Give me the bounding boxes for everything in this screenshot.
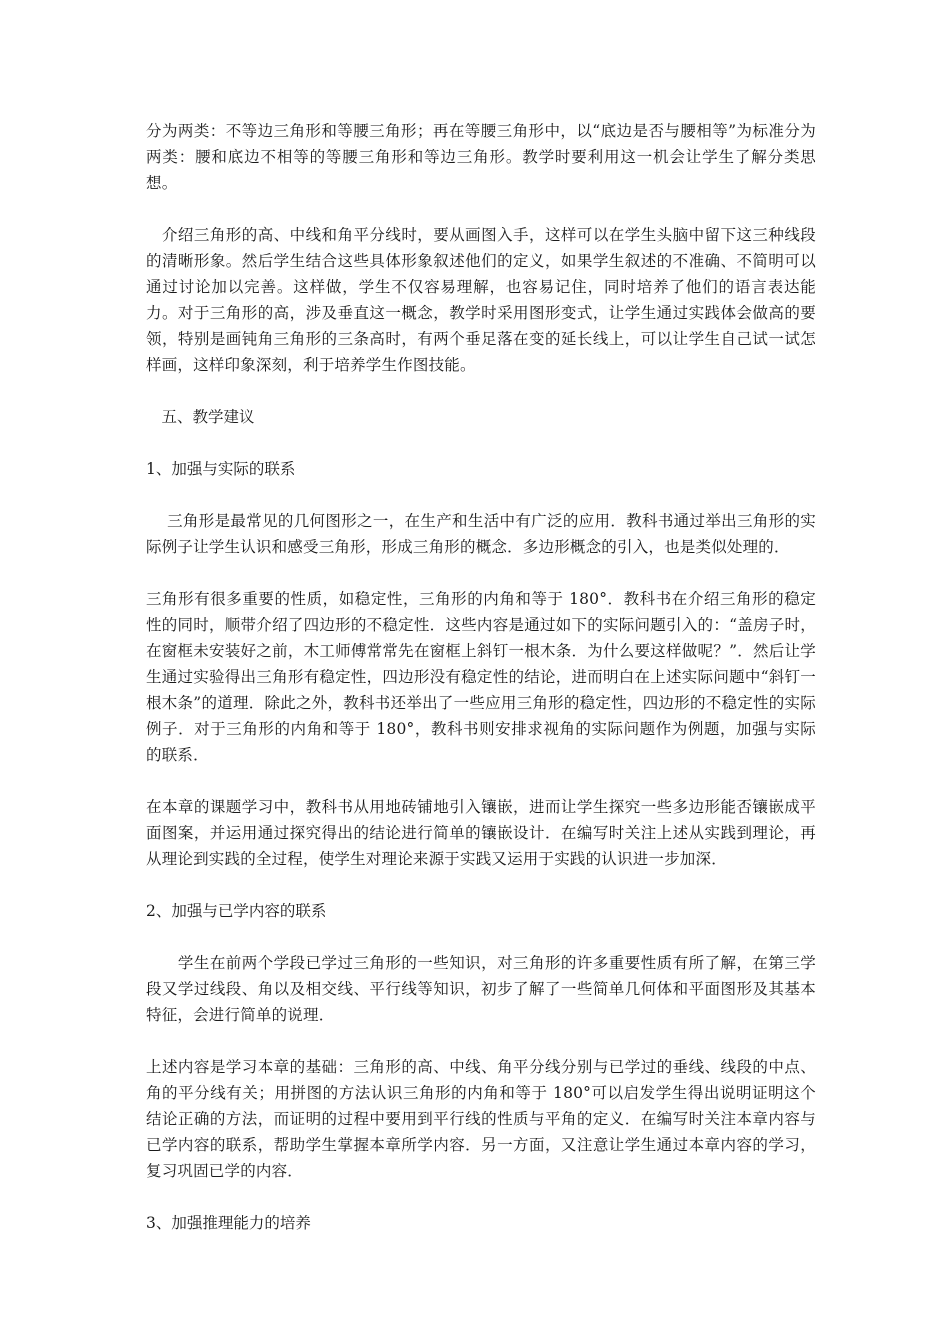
subheading-practical-connection: 1、加强与实际的联系 [146,460,296,478]
paragraph-triangle-properties: 三角形有很多重要的性质，如稳定性，三角形的内角和等于 180°．教科书在介绍三角形的稳定性的同时，顺带介绍了四边形的不稳定性．这些内容是通过如下的实际问题引入的：“盖房子时，在窗框未安装好之前，木工师傅常常先在窗框上斜钉一根木条．为什么要这样做呢？”．然后让学生通过实验得出三角形有稳定性，四边形没有稳定性的结论，进而明白在上述实际问题中“斜钉一根木条”的道理．除此之外，教科书还举出了一些应用三角形的稳定性，四边形的不稳定性的实际例子．对于三角形的内角和等于 180°，教科书则安排求视角的实际问题作为例题，加强与实际的联系． [146,590,816,764]
paragraph-classification: 分为两类：不等边三角形和等腰三角形；再在等腰三角形中，以“底边是否与腰相等”为标准分为两类：腰和底边不相等的等腰三角形和等边三角形。教学时要利用这一机会让学生了解分类思想。 [146,122,816,192]
subheading-reasoning-ability: 3、加强推理能力的培养 [146,1214,311,1232]
paragraph-altitude-median-bisector: 介绍三角形的高、中线和角平分线时，要从画图入手，这样可以在学生头脑中留下这三种线段的清晰形象。然后学生结合这些具体形象叙述他们的定义，如果学生叙述的不准确、不简明可以通过讨论加以完善。这样做，学生不仅容易理解，也容易记住，同时培养了他们的语言表达能力。对于三角形的高，涉及垂直这一概念，教学时采用图形变式，让学生通过实践体会做高的要领，特别是画钝角三角形的三条高时，有两个垂足落在变的延长线上，可以让学生自己试一试怎样画，这样印象深刻，利于培养学生作图技能。 [146,226,816,374]
paragraph-tessellation: 在本章的课题学习中，教科书从用地砖铺地引入镶嵌，进而让学生探究一些多边形能否镶嵌成平面图案，并运用通过探究得出的结论进行简单的镶嵌设计．在编写时关注上述从实践到理论，再从理论到实践的全过程，使学生对理论来源于实践又运用于实践的认识进一步加深． [146,798,816,868]
section-heading-teaching-suggestions: 五、教学建议 [146,408,255,426]
paragraph-chapter-foundation: 上述内容是学习本章的基础：三角形的高、中线、角平分线分别与已学过的垂线、线段的中点、角的平分线有关；用拼图的方法认识三角形的内角和等于 180°可以启发学生得出说明证明这个结论正确的方法，而证明的过程中要用到平行线的性质与平角的定义．在编写时关注本章内容与已学内容的联系，帮助学生掌握本章所学内容．另一方面，又注意让学生通过本章内容的学习，复习巩固已学的内容． [146,1058,816,1180]
paragraph-triangle-applications: 三角形是最常见的几何图形之一，在生产和生活中有广泛的应用．教科书通过举出三角形的实际例子让学生认识和感受三角形，形成三角形的概念．多边形概念的引入，也是类似处理的． [146,512,816,556]
document-body [146,118,816,1262]
subheading-prior-knowledge: 2、加强与已学内容的联系 [146,902,327,920]
paragraph-prior-learning: 学生在前两个学段已学过三角形的一些知识，对三角形的许多重要性质有所了解，在第三学段又学过线段、角以及相交线、平行线等知识，初步了解了一些简单几何体和平面图形及其基本特征，会进行简单的说理． [146,954,816,1024]
